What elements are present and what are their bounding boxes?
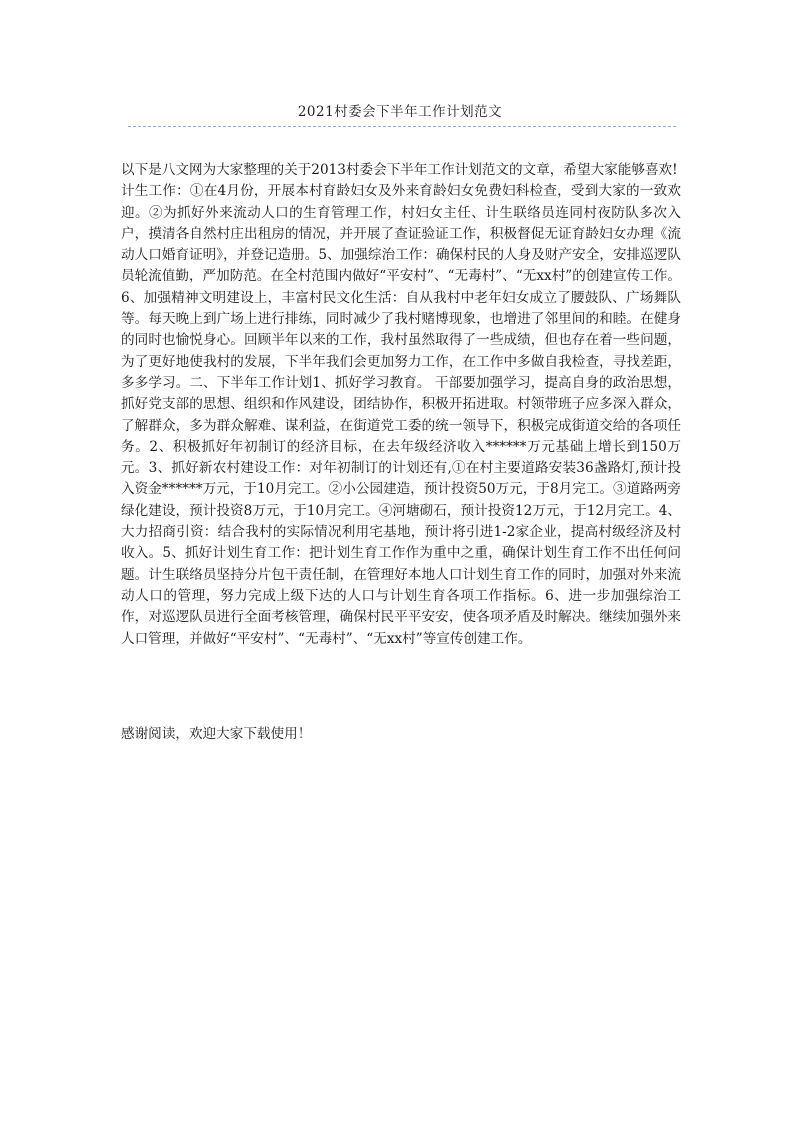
main-paragraph: 计生工作：①在4月份，开展本村育龄妇女及外来育龄妇女免费妇科检查，受到大家的一致欢迎。②为抓好外来流动人口的生育管理工作，村妇女主任、计生联络员连同村夜防队多次入户，摸清各自然村庄出租房的情况，并开展了查证验证工作，积极督促无证育龄妇女办理《流动人口婚育证明》，并登记造册。5、加强综治工作：确保村民的人身及财产安全，安排巡逻队员轮流值勤，严加防范。在全村范围内做好“平安村”、“无毒村”、“无xx村”的创建宣传工作。6、加强精神文明建设上，丰富村民文化生活：自从我村中老年妇女成立了腰鼓队、广场舞队等。每天晚上到广场上进行排练，同时减少了我村赌博现象，也增进了邻里间的和睦。在健身的同时也愉悦身心。回顾半年以来的工作，我村虽然取得了一些成绩，但也存在着一些问题，为了更好地使我村的发展，下半年我们会更加努力工作，在工作中多做自我检查，寻找差距，多多学习。二、下半年工作计划1、抓好学习教育。 干部要加强学习，提高自身的政治思想，抓好党支部的思想、组织和作风建设，团结协作，积极开拓进取。村领带班子应多深入群众，了解群众，多为群众解难、谋利益，在街道党工委的统一领导下，积极完成街道交给的各项任务。2、积极抓好年初制订的经济目标，在去年级经济收入******万元基础上增长到150万元。3、抓好新农村建设工作：对年初制订的计划还有,①在村主要道路安装36盏路灯,预计投入资金******万元，于10月完工。②小公园建造，预计投资50万元，于8月完工。③道路两旁绿化建设，预计投资8万元，于10月完工。④河塘砌石，预计投资12万元，于12月完工。4、大力招商引资：结合我村的实际情况利用宅基地，预计将引进1-2家企业，提高村级经济及村收入。5、抓好计划生育工作：把计划生育工作作为重中之重，确保计划生育工作不出任何问题。计生联络员坚持分片包干责任制，在管理好本地人口计划生育工作的同时，加强对外来流动人口的管理，努力完成上级下达的人口与计划生育各项工作指标。6、进一步加强综治工作，对巡逻队员进行全面考核管理，确保村民平平安安，使各项矛盾及时解决。继续加强外来人口管理，并做好“平安村”、“无毒村”、“无xx村”等宣传创建工作。 <box>121 183 681 647</box>
document-body <box>121 160 681 650</box>
title-divider <box>128 126 676 127</box>
document-title: 2021村委会下半年工作计划范文 <box>297 104 503 120</box>
closing-line: 感谢阅读，欢迎大家下载使用！ <box>121 726 312 742</box>
intro-paragraph: 以下是八文网为大家整理的关于2013村委会下半年工作计划范文的文章，希望大家能够喜欢! <box>121 162 678 178</box>
